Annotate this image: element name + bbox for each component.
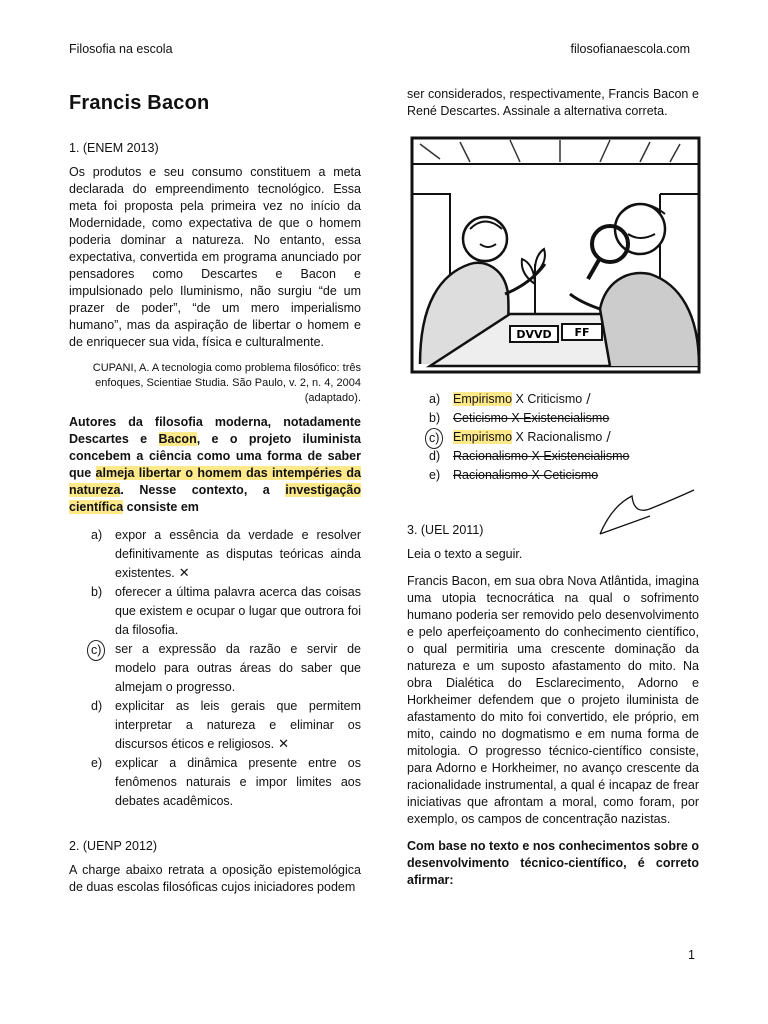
q1-alternatives [69,526,361,811]
cartoon-drawing [410,134,701,376]
q2-alt-b[interactable]: b) Ceticismo X Existencialismo [429,411,610,425]
q2-alt-a[interactable]: a) Empirismo X Criticismo / [429,392,591,407]
q1-alt-a[interactable]: a) expor a essência da verdade e resolver definitivamente as disputas teóricas ainda existentes. ✕ [91,528,361,581]
header-site-name: Filosofia na escola [69,42,173,56]
q2-alt-e[interactable]: e) Racionalismo X Ceticismo [429,468,599,482]
cartoon-sign-left: DVVD [516,328,552,341]
x-mark-icon: ✕ [178,566,190,581]
q1-heading: 1. (ENEM 2013) [69,141,159,155]
q2-text-start: A charge abaixo retrata a oposição epistemológica de duas escolas filosóficas cujos iniciadores podem [69,863,361,894]
cartoon-image [410,134,701,376]
circled-answer-mark: c) [87,640,105,661]
q2-alternatives [407,390,699,485]
q1-alt-c[interactable]: c) ser a expressão da razão e servir de modelo para outras áreas do saber que almejam o progresso. [69,640,361,697]
q3-intro: Leia o texto a seguir. [407,547,523,561]
x-mark-icon: ✕ [278,737,290,752]
page-title: Francis Bacon [69,92,210,114]
page-number: 1 [688,948,695,962]
q3-prompt: Com base no texto e nos conhecimentos sobre o desenvolvimento técnico-científico, é correto afirmar: [407,839,699,887]
q2-alt-d[interactable]: d) Racionalismo X Existencialismo [429,449,630,463]
q2-heading: 2. (UENP 2012) [69,839,158,853]
q1-alt-d[interactable]: d) explicitar as leis gerais que permitem interpretar a natureza e eliminar os discursos éticos e religiosos. ✕ [91,699,361,752]
check-mark-icon: / [586,392,591,407]
q1-prompt: Autores da filosofia moderna, notadamente Descartes e Bacon, e o projeto iluminista concebem a ciência como uma forma de saber que almeja libertar o homem das intempéries da natureza. Nesse contexto, a investigação científica consiste em [69,415,362,514]
circled-answer-mark: c) [425,428,443,449]
left-column [69,88,361,906]
q2-text-continued: ser considerados, respectivamente, Francis Bacon e René Descartes. Assinale a alternativa correta. [407,87,699,118]
cartoon-sign-right: FF [574,326,590,339]
q3-heading: 3. (UEL 2011) [407,523,484,537]
handwritten-signature-icon [592,486,702,541]
q1-alt-e[interactable]: e) explicar a dinâmica presente entre os fenômenos naturais e impor limites aos debates acadêmicos. [91,756,361,808]
header-site-url[interactable]: filosofianaescola.com [570,42,690,56]
q2-alt-c[interactable]: c) Empirismo X Racionalismo / [407,428,699,447]
q3-text: Francis Bacon, em sua obra Nova Atlântida, imagina uma utopia tecnocrática na qual o sofrimento humano poderia ser removido pelo desenvolvimento e pelo aperfeiçoamento do conhecimento científico, o qual permitiria uma crescente dominação da natureza e um suposto afastamento do mito. Na obra Dialética do Esclarecimento, Adorno e Horkheimer defendem que o projeto iluminista de afastamento do mito foi convertido, ele próprio, em mito, caindo no dogmatismo e em numa forma de mitologia. O progresso técnico-científico consiste, para Adorno e Horkheimer, no avanço crescente da racionalidade instrumental, a qual é incapaz de frear iniciativas que afrontam a moral, como foram, por exemplo, os campos de concentração nazistas. [407,574,699,826]
q1-text: Os produtos e seu consumo constituem a meta declarada do empreendimento tecnológico. Essa meta foi proposta pela primeira vez no início da Modernidade, como expectativa de que o homem poderia dominar a natureza. No entanto, essa expectativa, convertida em programa anunciado por pensadores como Descartes e Bacon e impulsionado pelo Iluminismo, não surgiu “de um prazer de poder”, “de um mero imperialismo humano”, mas da aspiração de libertar o homem e de enriquecer sua vida, física e culturalmente. [69,165,361,349]
q1-alt-b[interactable]: b) oferecer a última palavra acerca das coisas que existem e ocupar o lugar que outrora foi da filosofia. [91,585,361,637]
check-mark-icon: / [606,430,611,445]
q1-citation: CUPANI, A. A tecnologia como problema filosófico: três enfoques, Scientiae Studia. São Paulo, v. 2, n. 4, 2004 (adaptado). [92,362,361,404]
